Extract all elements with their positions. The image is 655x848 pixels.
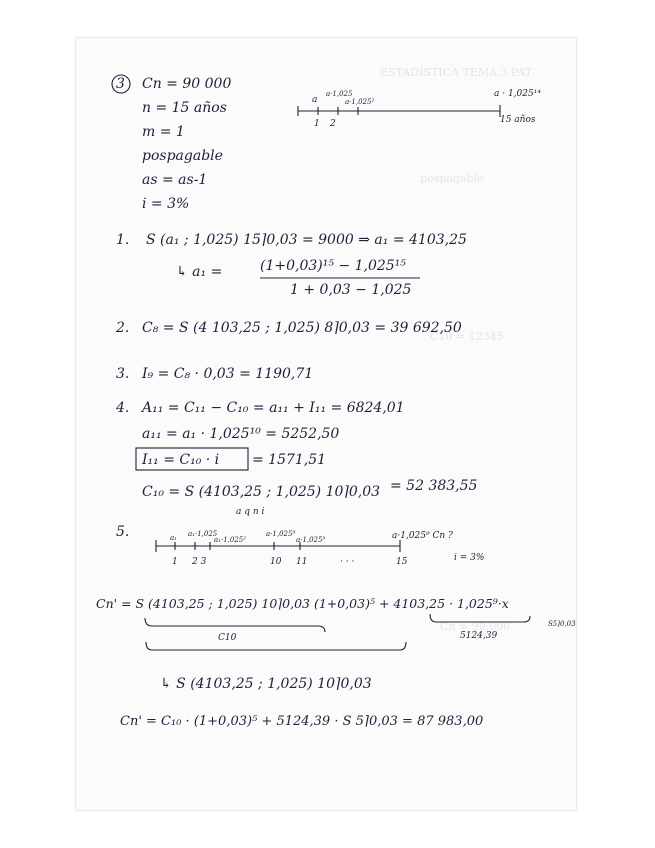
step1-lhs: ↳ a₁ =: [176, 264, 223, 280]
step1-denominator: 1 + 0,03 − 1,025: [290, 282, 412, 298]
timeline-2-tick-label: 2 3: [192, 557, 207, 567]
step5-cn-equation: Cn' = S (4103,25 ; 1,025) 10⌉0,03 (1+0,03)⁵ + 4103,25 · 1,025⁹·x: [96, 596, 509, 611]
step2-equation: C₈ = S (4 103,25 ; 1,025) 8⌉0,03 = 39 692,50: [142, 320, 462, 336]
step4-line4-value: = 52 383,55: [390, 478, 478, 494]
step4-line2: a₁₁ = a₁ · 1,025¹⁰ = 5252,50: [142, 426, 340, 442]
step-number: 3.: [116, 366, 130, 382]
timeline-2-tick-label: 10: [270, 557, 282, 567]
step3-equation: I₉ = C₈ · 0,03 = 1190,71: [142, 366, 314, 382]
step1-equation: S (a₁ ; 1,025) 15⌉0,03 = 9000 ⇒ a₁ = 4103,25: [146, 232, 467, 248]
step5-arrow-line: ↳ S (4103,25 ; 1,025) 10⌉0,03: [160, 676, 372, 692]
step-number: 2.: [116, 320, 130, 336]
timeline-2-tick-label: 15: [396, 557, 408, 567]
step-number: 4.: [116, 400, 130, 416]
step4-boxed: I₁₁ = C₁₀ · i: [142, 452, 220, 468]
bleed-through-text: C10 = 12345: [430, 330, 504, 343]
timeline-2-label: a₁: [170, 534, 177, 542]
timeline-1-label: a·1,025: [326, 90, 353, 98]
step4-line1: A₁₁ = C₁₁ − C₁₀ = a₁₁ + I₁₁ = 6824,01: [142, 400, 405, 416]
timeline-1-tick-label: 15 años: [500, 115, 536, 125]
underbrace-total: [146, 642, 406, 650]
step4-line4: C₁₀ = S (4103,25 ; 1,025) 10⌉0,03: [142, 484, 381, 500]
timeline-2-tick-label: 11: [296, 557, 308, 567]
timeline-2-rate: i = 3%: [454, 553, 485, 563]
given-n: n = 15 años: [142, 100, 227, 116]
step5-final-equation: Cn' = C₁₀ · (1+0,03)⁵ + 5124,39 · S 5⌉0,03 = 87 983,00: [120, 714, 484, 729]
underbrace-value: [430, 614, 530, 622]
timeline-2-tick-label: 1: [172, 557, 178, 567]
timeline-2-label: a·1,025⁹ Cn ?: [392, 531, 453, 541]
timeline-2-label: a·1,025⁹: [296, 536, 326, 544]
step1-numerator: (1+0,03)¹⁵ − 1,025¹⁵: [260, 258, 406, 274]
c10-label: C10: [218, 633, 237, 643]
timeline-1-label: a: [312, 95, 318, 105]
bleed-through-text: ESTADÍSTICA TEMA 3 PAT: [380, 66, 533, 79]
timeline-2-label: a·1,025⁹: [266, 530, 296, 538]
timeline-1-label: a·1,025²: [345, 98, 375, 106]
bleed-through-text: Cn = 90 000: [440, 620, 511, 633]
given-type: pospagable: [142, 148, 223, 164]
step4-variable-labels: a q n i: [236, 507, 265, 517]
step-number: 1.: [116, 232, 130, 248]
timeline-2-tick-label: · · ·: [340, 557, 355, 567]
given-m: m = 1: [142, 124, 185, 140]
timeline-2-label: a₁·1,025²: [214, 536, 247, 544]
step-number: 5.: [116, 524, 130, 540]
given-rate: i = 3%: [142, 196, 190, 212]
given-progression: as = as-1: [142, 172, 208, 188]
s-label: S5⌉0,03: [548, 620, 576, 628]
timeline-1-tick-label: 2: [330, 119, 336, 129]
given-cn: Cn = 90 000: [142, 76, 232, 92]
bleed-through-text: pospagable: [420, 172, 484, 185]
value-label: 5124,39: [460, 631, 498, 641]
step4-boxed-value: = 1571,51: [252, 452, 327, 468]
problem-number: 3: [116, 76, 125, 92]
timeline-1-tick-label: 1: [314, 119, 320, 129]
timeline-2-label: a₁·1,025: [188, 530, 218, 538]
timeline-1-label: a · 1,025¹⁴: [494, 89, 541, 99]
